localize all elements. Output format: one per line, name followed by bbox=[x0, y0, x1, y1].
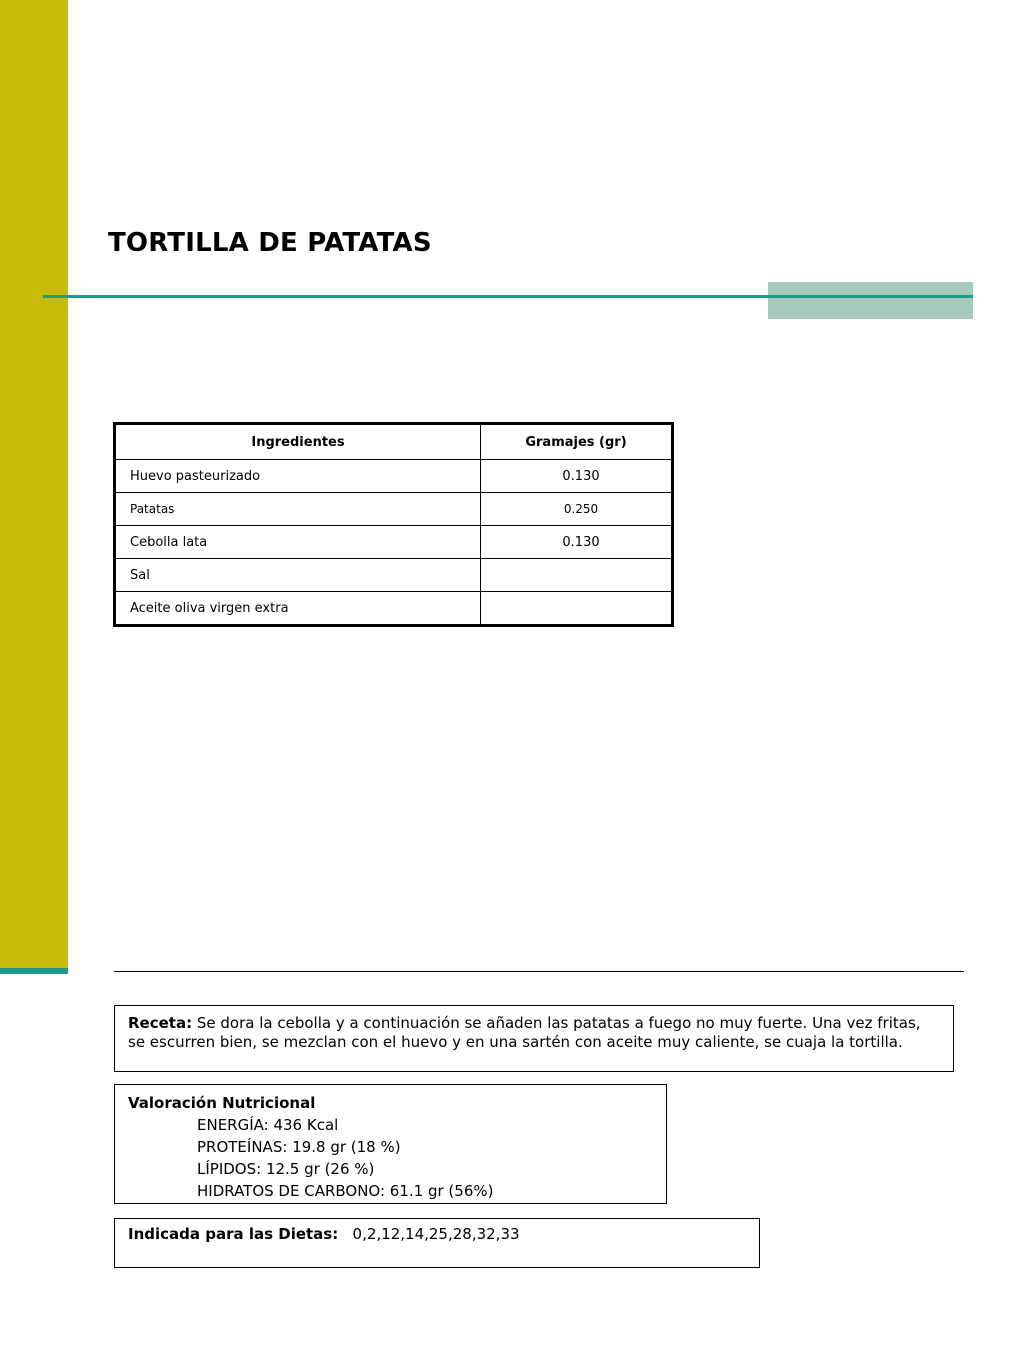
section-divider bbox=[114, 971, 964, 972]
ingredient-amount bbox=[481, 559, 673, 592]
table-row bbox=[115, 460, 673, 493]
nutrition-box bbox=[114, 1084, 667, 1204]
recipe-text: Se dora la cebolla y a continuación se añaden las patatas a fuego no muy fuerte. Una vez fritas, se escurren bien, se mezclan con el huevo y en una sartén con aceite muy caliente, se cuaja la tortilla. bbox=[128, 1014, 921, 1051]
page-title: TORTILLA DE PATATAS bbox=[108, 228, 432, 258]
ingredient-name: Cebolla lata bbox=[115, 526, 481, 559]
ingredient-name: Aceite oliva virgen extra bbox=[115, 592, 481, 626]
table-header-row bbox=[115, 424, 673, 460]
sidebar-accent-tail bbox=[0, 968, 68, 974]
title-accent-block bbox=[768, 282, 973, 319]
nutrition-heading: Valoración Nutricional bbox=[128, 1094, 316, 1112]
nutrition-carbohydrates: HIDRATOS DE CARBONO: 61.1 gr (56%) bbox=[197, 1182, 494, 1200]
sidebar-accent-bar bbox=[0, 0, 68, 968]
ingredient-amount: 0.130 bbox=[481, 526, 673, 559]
diets-value: 0,2,12,14,25,28,32,33 bbox=[352, 1225, 520, 1243]
table-row bbox=[115, 526, 673, 559]
ingredient-name: Sal bbox=[115, 559, 481, 592]
column-header-ingredients: Ingredientes bbox=[115, 424, 481, 460]
diets-box bbox=[114, 1218, 760, 1268]
nutrition-energy: ENERGÍA: 436 Kcal bbox=[197, 1116, 339, 1134]
nutrition-lipids: LÍPIDOS: 12.5 gr (26 %) bbox=[197, 1160, 375, 1178]
nutrition-proteins: PROTEÍNAS: 19.8 gr (18 %) bbox=[197, 1138, 401, 1156]
ingredient-name: Huevo pasteurizado bbox=[115, 460, 481, 493]
table-row bbox=[115, 559, 673, 592]
ingredient-name: Patatas bbox=[115, 493, 481, 526]
column-header-amount: Gramajes (gr) bbox=[481, 424, 673, 460]
diets-label: Indicada para las Dietas: bbox=[128, 1225, 339, 1243]
ingredients-table bbox=[113, 422, 674, 627]
recipe-label: Receta: bbox=[128, 1014, 193, 1032]
ingredient-amount: 0.130 bbox=[481, 460, 673, 493]
recipe-box bbox=[114, 1005, 954, 1072]
table-row bbox=[115, 493, 673, 526]
table-row bbox=[115, 592, 673, 626]
ingredient-amount bbox=[481, 592, 673, 626]
ingredient-amount: 0.250 bbox=[481, 493, 673, 526]
